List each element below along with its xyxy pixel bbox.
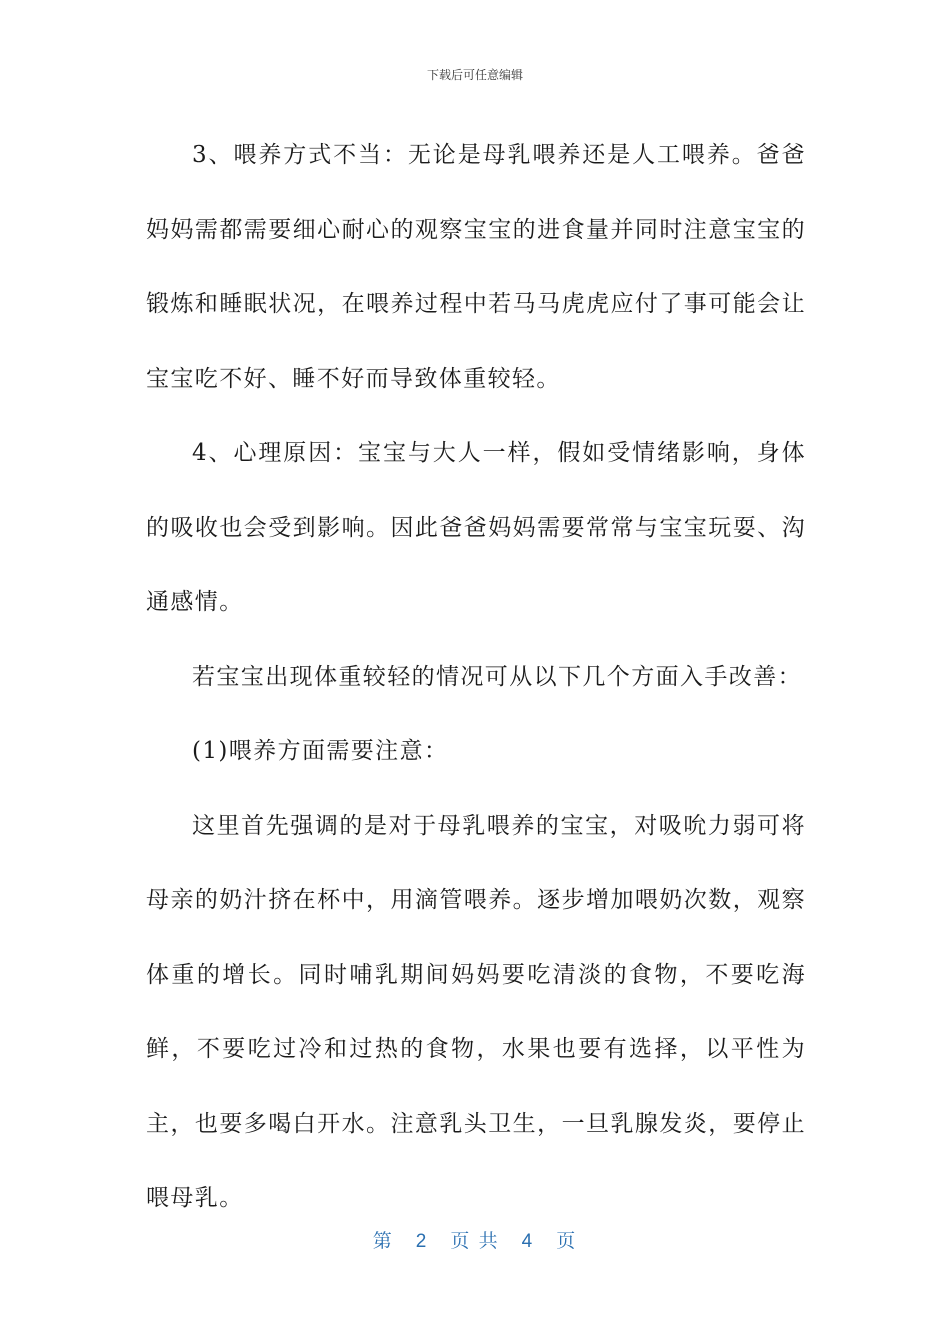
paragraph-improvement-intro: 若宝宝出现体重较轻的情况可从以下几个方面入手改善： bbox=[192, 663, 802, 690]
footer-ye: 页 bbox=[556, 1231, 578, 1252]
paragraph-breastfeeding-advice: 这里首先强调的是对于母乳喂养的宝宝，对吸吮力弱可将母亲的奶汁挤在杯中，用滴管喂养。逐步增加喂奶次数，观察体重的增长。同时哺乳期间妈妈要吃清淡的食物，不要吃海鲜，不要吃过冷和过热的食物，水果也要有选择，以平性为主，也要多喝白开水。注意乳头卫生，一旦乳腺发炎，要停止喂母乳。 bbox=[146, 812, 806, 1211]
footer-di: 第 bbox=[372, 1231, 394, 1252]
header-note: 下载后可任意编辑 bbox=[426, 68, 523, 82]
footer-ye-gong: 页 共 bbox=[450, 1231, 500, 1252]
footer-current-page: 2 bbox=[415, 1231, 429, 1252]
paragraph-feeding-method: 3、喂养方式不当：无论是母乳喂养还是人工喂养。爸爸妈妈需都需要细心耐心的观察宝宝的进食量并同时注意宝宝的锻炼和睡眠状况，在喂养过程中若马马虎虎应付了事可能会让宝宝吃不好、睡不好而导致体重较轻。 bbox=[146, 142, 806, 392]
footer-total-pages: 4 bbox=[521, 1231, 535, 1252]
paragraph-feeding-heading: (1)喂养方面需要注意： bbox=[192, 738, 449, 764]
body-text bbox=[146, 118, 806, 1236]
paragraph-psychological-cause: 4、心理原因：宝宝与大人一样，假如受情绪影响，身体的吸收也会受到影响。因此爸爸妈妈需要常常与宝宝玩耍、沟通感情。 bbox=[146, 440, 806, 615]
page-footer bbox=[0, 1226, 950, 1253]
